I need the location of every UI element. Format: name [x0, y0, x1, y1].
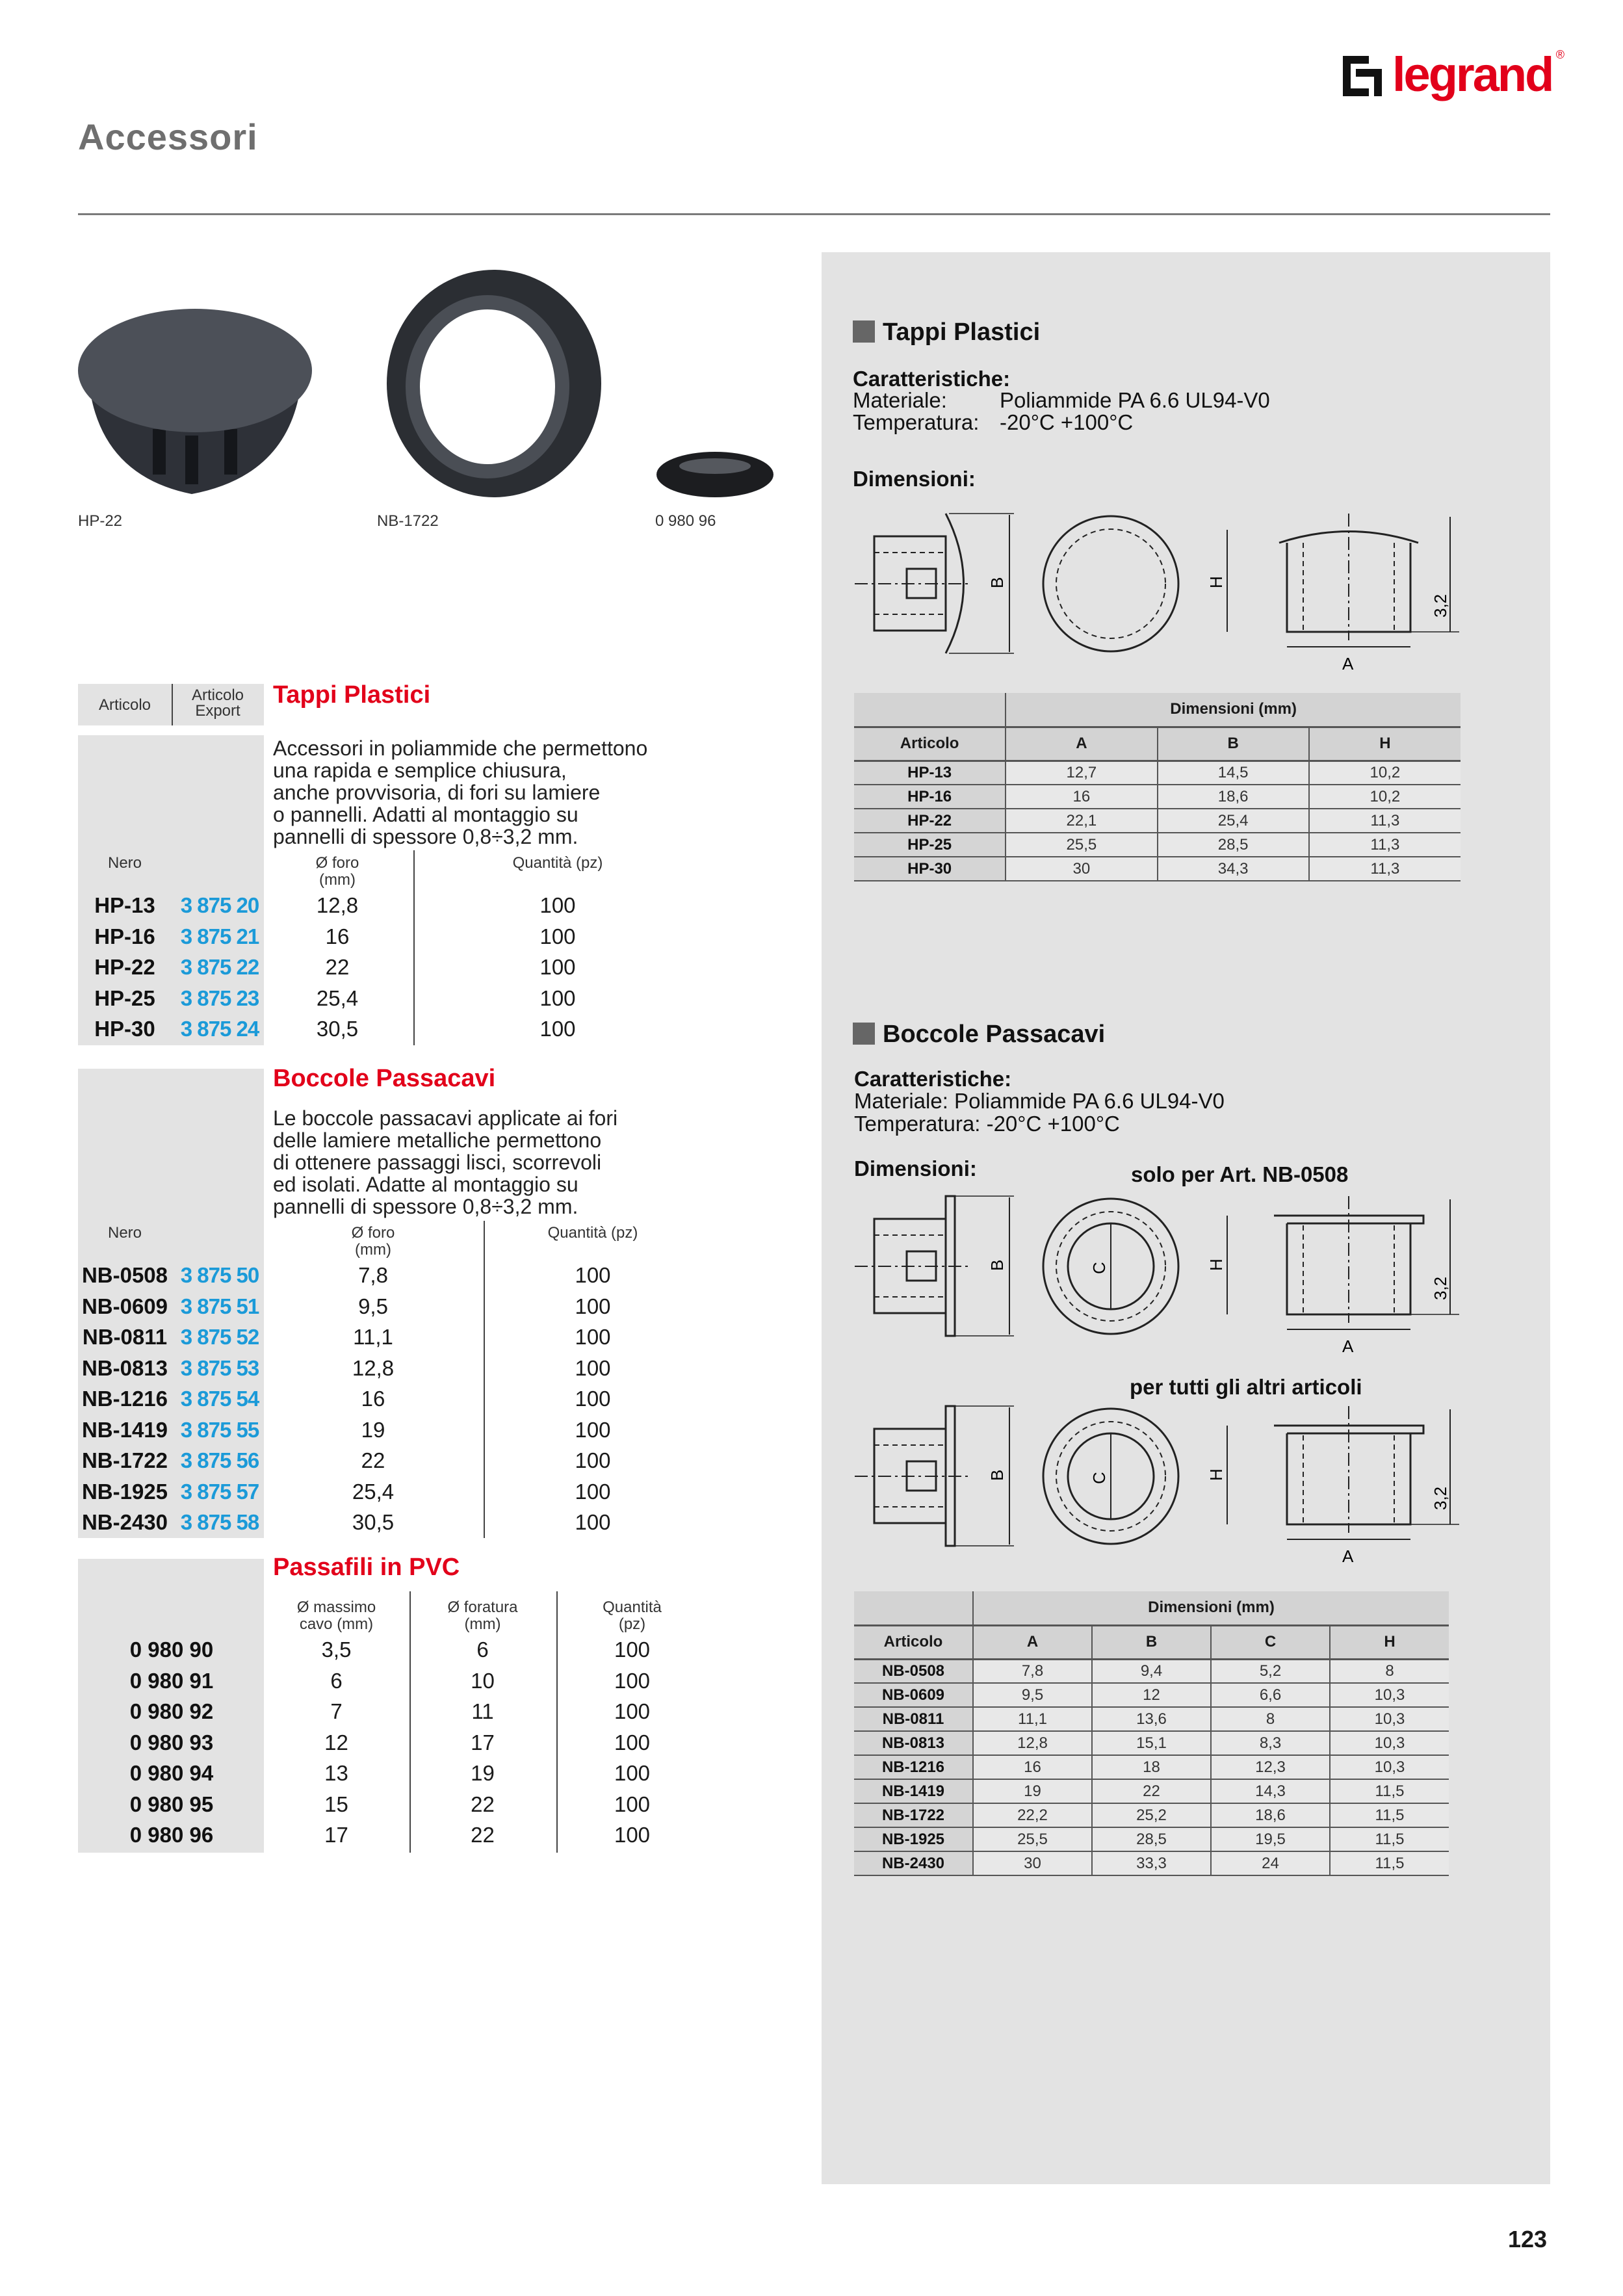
- row-qty: 100: [539, 985, 576, 1010]
- logo-text: legrand: [1392, 47, 1553, 101]
- table-col-header: A: [973, 1625, 1092, 1659]
- materiale-value: Poliammide PA 6.6 UL94-V0: [1000, 388, 1270, 412]
- temp-value: -20°C +100°C: [1000, 410, 1134, 434]
- row-foratura: 17: [471, 1730, 495, 1755]
- temp-label: Temperatura:: [853, 410, 980, 434]
- page-title: Accessori: [78, 116, 258, 157]
- materiale-value: Materiale: Poliammide PA 6.6 UL94-V0: [854, 1089, 1225, 1113]
- desc-line: pannelli di spessore 0,8÷3,2 mm.: [273, 1195, 578, 1218]
- table-cell: 28,5: [1158, 833, 1309, 857]
- table-cell: NB-0813: [854, 1731, 973, 1755]
- row-qty: 100: [575, 1387, 611, 1411]
- label-h: H: [1206, 1259, 1226, 1271]
- table-cell: 15,1: [1092, 1731, 1211, 1755]
- row-export: 3 875 58: [180, 1510, 259, 1534]
- tappi-description: [273, 737, 647, 848]
- label-c: C: [1089, 1262, 1109, 1274]
- materiale-label: Materiale:: [853, 388, 947, 412]
- row-export: 3 875 50: [180, 1263, 259, 1287]
- boccole-dimension-drawing: [845, 1400, 1469, 1569]
- row-qty: 100: [614, 1730, 651, 1755]
- desc-line: anche provvisoria, di fori su lamiere: [273, 781, 601, 804]
- square-bullet-icon: [853, 320, 875, 343]
- row-foro: 7,8: [358, 1263, 388, 1287]
- row-qty: 100: [575, 1263, 611, 1287]
- char-label: Caratteristiche:: [853, 367, 1011, 391]
- row-qty: 100: [575, 1479, 611, 1504]
- table-cell: HP-13: [854, 761, 1006, 785]
- row-qty: 100: [614, 1668, 651, 1693]
- row-code: NB-1216: [81, 1387, 168, 1411]
- row-code: NB-1419: [81, 1417, 168, 1442]
- table-cell: 11,1: [973, 1707, 1092, 1731]
- label-thickness: 3,2: [1431, 594, 1450, 618]
- row-foratura: 10: [471, 1668, 495, 1693]
- row-export: 3 875 52: [180, 1325, 259, 1349]
- row-code: NB-0609: [81, 1294, 168, 1318]
- row-qty: 100: [614, 1699, 651, 1723]
- table-cell: NB-1722: [854, 1803, 973, 1827]
- table-cell: 12: [1092, 1683, 1211, 1707]
- row-foro: 16: [325, 924, 350, 948]
- row-code: 0 980 91: [129, 1668, 214, 1693]
- table-corner: [854, 1591, 973, 1625]
- front-inner-circle: [1056, 529, 1165, 638]
- row-foro: 12,8: [316, 893, 359, 917]
- table-col-header: H: [1309, 727, 1461, 761]
- desc-line: pannelli di spessore 0,8÷3,2 mm.: [273, 825, 578, 848]
- nb-1722-product-image: [357, 254, 604, 501]
- row-cavo: 12: [324, 1730, 348, 1755]
- row-export: 3 875 53: [180, 1355, 259, 1380]
- panel-title-tappi: [853, 319, 1040, 346]
- row-foro: 16: [361, 1387, 385, 1411]
- table-col-header: B: [1158, 727, 1309, 761]
- table-cell: HP-25: [854, 833, 1006, 857]
- table-cell: NB-2430: [854, 1851, 973, 1875]
- table-cell: 34,3: [1158, 857, 1309, 881]
- label-a: A: [1342, 1546, 1354, 1566]
- divider: [484, 1221, 485, 1538]
- front-outer-circle: [1043, 516, 1178, 651]
- row-code: HP-13: [94, 893, 155, 917]
- row-qty: 100: [539, 1017, 576, 1041]
- label-h: H: [1206, 1468, 1226, 1481]
- row-cavo: 6: [330, 1668, 343, 1693]
- table-cell: 19: [973, 1779, 1092, 1803]
- table-cell: 25,5: [1006, 833, 1157, 857]
- table-row: [854, 1827, 1449, 1851]
- row-foratura: 19: [471, 1761, 495, 1785]
- table-cell: 22: [1092, 1779, 1211, 1803]
- section-title-passafili: Passafili in PVC: [273, 1554, 460, 1581]
- panel-title-boccole: [853, 1021, 1105, 1049]
- table-cell: NB-1925: [854, 1827, 973, 1851]
- table-row: [854, 1803, 1449, 1827]
- table-row: [854, 761, 1461, 785]
- table-group-header: Dimensioni (mm): [1006, 693, 1461, 727]
- table-cell: 12,3: [1211, 1755, 1330, 1779]
- row-foratura: 22: [471, 1823, 495, 1847]
- legrand-mark-icon: [1340, 53, 1386, 99]
- row-code: 0 980 95: [129, 1792, 214, 1816]
- table-col-header: H: [1330, 1625, 1449, 1659]
- row-code: HP-16: [94, 924, 155, 948]
- table-cell: 14,5: [1158, 761, 1309, 785]
- row-qty: 100: [575, 1355, 611, 1380]
- col-export: Articolo Export: [191, 686, 244, 720]
- row-foro: 30,5: [352, 1510, 395, 1534]
- row-code: 0 980 90: [129, 1637, 214, 1662]
- table-cell: 6,6: [1211, 1683, 1330, 1707]
- header-foro: [286, 855, 389, 889]
- row-qty: 100: [614, 1823, 651, 1847]
- grommet-product-image: [653, 445, 783, 504]
- row-export: 3 875 23: [180, 985, 259, 1010]
- row-export: 3 875 57: [180, 1479, 259, 1504]
- table-cell: NB-0508: [854, 1659, 973, 1683]
- nb0508-dimension-drawing: [845, 1190, 1469, 1359]
- color-label: Nero: [107, 854, 142, 872]
- table-cell: 9,4: [1092, 1659, 1211, 1683]
- column-header: [78, 684, 264, 725]
- product-caption: HP-22: [78, 512, 123, 530]
- table-cell: 18: [1092, 1755, 1211, 1779]
- desc-line: o pannelli. Adatti al montaggio su: [273, 803, 578, 826]
- row-foro: 22: [325, 955, 350, 979]
- table-cell: 10,3: [1330, 1707, 1449, 1731]
- header-foro-unit: (mm): [355, 1241, 391, 1259]
- header-cavo-unit: cavo (mm): [299, 1615, 374, 1633]
- table-cell: 18,6: [1158, 785, 1309, 809]
- table-cell: 10,2: [1309, 761, 1461, 785]
- table-col-header: A: [1006, 727, 1157, 761]
- panel-title-text: Tappi Plastici: [883, 319, 1041, 346]
- row-qty: 100: [575, 1510, 611, 1534]
- table-cell: 10,3: [1330, 1755, 1449, 1779]
- color-label: Nero: [107, 1224, 142, 1242]
- product-caption: 0 980 96: [655, 512, 716, 530]
- section-title-boccole: Boccole Passacavi: [273, 1065, 496, 1092]
- row-foro: 19: [361, 1417, 385, 1442]
- row-foro: 12,8: [352, 1355, 395, 1380]
- table-cell: 30: [1006, 857, 1157, 881]
- table-row: [854, 1851, 1449, 1875]
- table-row: [854, 1683, 1449, 1707]
- dim-label: Dimensioni:: [854, 1156, 977, 1181]
- row-qty: 100: [575, 1325, 611, 1349]
- row-cavo: 17: [324, 1823, 348, 1847]
- row-qty: 100: [575, 1417, 611, 1442]
- row-cavo: 7: [330, 1699, 343, 1723]
- boccole-description: [273, 1107, 617, 1218]
- row-export: 3 875 54: [180, 1387, 259, 1411]
- header-foratura-unit: (mm): [464, 1615, 501, 1633]
- table-cell: HP-22: [854, 809, 1006, 833]
- table-cell: HP-16: [854, 785, 1006, 809]
- row-code: NB-1925: [81, 1479, 168, 1504]
- table-cell: 22,1: [1006, 809, 1157, 833]
- subtitle-other: per tutti gli altri articoli: [1130, 1375, 1362, 1399]
- table-row: [854, 1731, 1449, 1755]
- row-code: 0 980 96: [129, 1823, 214, 1847]
- header-foro-unit: (mm): [319, 871, 356, 889]
- row-export: 3 875 56: [180, 1448, 259, 1472]
- table-group-header: Dimensioni (mm): [973, 1591, 1449, 1625]
- row-code: HP-30: [94, 1017, 155, 1041]
- table-cell: 16: [1006, 785, 1157, 809]
- row-foratura: 6: [476, 1637, 489, 1662]
- row-export: 3 875 21: [180, 924, 259, 948]
- label-thickness: 3,2: [1431, 1276, 1450, 1300]
- table-col-header: C: [1211, 1625, 1330, 1659]
- header-foratura-label: Ø foratura: [447, 1598, 518, 1616]
- temp-value: Temperatura: -20°C +100°C: [854, 1112, 1120, 1136]
- row-qty: 100: [614, 1792, 651, 1816]
- table-cell: 24: [1211, 1851, 1330, 1875]
- row-cavo: 3,5: [321, 1637, 352, 1662]
- row-code: 0 980 94: [129, 1761, 214, 1785]
- table-cell: NB-1216: [854, 1755, 973, 1779]
- row-foratura: 22: [471, 1792, 495, 1816]
- table-cell: 16: [973, 1755, 1092, 1779]
- header-cavo: [279, 1599, 393, 1633]
- row-code: NB-2430: [81, 1510, 168, 1534]
- table-cell: 33,3: [1092, 1851, 1211, 1875]
- header-foro-label: Ø foro: [315, 854, 359, 872]
- table-cell: 9,5: [973, 1683, 1092, 1707]
- table-cell: 11,5: [1330, 1803, 1449, 1827]
- legrand-logo: [1340, 46, 1565, 104]
- header-foro-label: Ø foro: [351, 1224, 395, 1242]
- divider: [172, 684, 173, 725]
- label-a: A: [1342, 1337, 1354, 1356]
- row-qty: 100: [614, 1761, 651, 1785]
- table-cell: 10,3: [1330, 1731, 1449, 1755]
- table-cell: 28,5: [1092, 1827, 1211, 1851]
- tappi-dimension-table: [854, 693, 1461, 881]
- table-col-header: B: [1092, 1625, 1211, 1659]
- row-export: 3 875 55: [180, 1417, 259, 1442]
- label-c: C: [1089, 1472, 1109, 1484]
- label-b: B: [987, 1469, 1007, 1481]
- tappi-dimension-drawing: [845, 507, 1469, 676]
- table-cell: 8: [1211, 1707, 1330, 1731]
- table-col-header: Articolo: [854, 1625, 973, 1659]
- label-h: H: [1206, 576, 1226, 588]
- row-cavo: 15: [324, 1792, 348, 1816]
- table-row: [854, 785, 1461, 809]
- table-row: [854, 1779, 1449, 1803]
- row-code: 0 980 93: [129, 1730, 214, 1755]
- table-cell: 30: [973, 1851, 1092, 1875]
- row-qty: 100: [614, 1637, 651, 1662]
- header-cavo-label: Ø massimo: [296, 1598, 376, 1616]
- header-qty: Quantità (pz): [547, 1224, 638, 1242]
- subtitle-nb0508: solo per Art. NB-0508: [1131, 1162, 1349, 1186]
- boccole-dimension-table: [854, 1591, 1449, 1876]
- desc-line: Accessori in poliammide che permettono: [273, 737, 648, 760]
- table-cell: 5,2: [1211, 1659, 1330, 1683]
- desc-line: di ottenere passaggi lisci, scorrevoli: [273, 1151, 602, 1174]
- row-foro: 25,4: [352, 1479, 395, 1504]
- table-cell: 8: [1330, 1659, 1449, 1683]
- row-qty: 100: [575, 1294, 611, 1318]
- desc-line: una rapida e semplice chiusura,: [273, 759, 567, 782]
- table-cell: NB-0609: [854, 1683, 973, 1707]
- divider: [556, 1591, 558, 1853]
- table-row: [854, 1707, 1449, 1731]
- row-qty: 100: [539, 955, 576, 979]
- header-foro: [322, 1225, 424, 1259]
- table-cell: 11,3: [1309, 833, 1461, 857]
- desc-line: Le boccole passacavi applicate ai fori: [273, 1106, 618, 1130]
- row-code: NB-1722: [81, 1448, 168, 1472]
- table-cell: 25,4: [1158, 809, 1309, 833]
- row-qty: 100: [539, 893, 576, 917]
- divider: [409, 1591, 411, 1853]
- row-code: HP-25: [94, 985, 155, 1010]
- desc-line: ed isolati. Adatte al montaggio su: [273, 1173, 578, 1196]
- row-foro: 30,5: [316, 1017, 359, 1041]
- table-cell: 22,2: [973, 1803, 1092, 1827]
- header-divider: [78, 213, 1550, 215]
- row-foro: 9,5: [358, 1294, 388, 1318]
- row-code: 0 980 92: [129, 1699, 214, 1723]
- header-qty: Quantità (pz): [512, 854, 603, 872]
- table-cell: 19,5: [1211, 1827, 1330, 1851]
- label-a: A: [1342, 654, 1354, 673]
- registered-mark: ®: [1555, 48, 1565, 61]
- row-qty: 100: [539, 924, 576, 948]
- page-number: 123: [1508, 2226, 1548, 2252]
- row-foro: 25,4: [316, 985, 359, 1010]
- table-cell: 10,3: [1330, 1683, 1449, 1707]
- row-export: 3 875 51: [180, 1294, 259, 1318]
- row-foro: 11,1: [353, 1325, 393, 1349]
- table-cell: 12,8: [973, 1731, 1092, 1755]
- table-cell: 11,3: [1309, 809, 1461, 833]
- header-qty-unit: (pz): [618, 1615, 646, 1633]
- label-b: B: [987, 577, 1007, 588]
- label-b: B: [987, 1259, 1007, 1271]
- table-cell: 25,5: [973, 1827, 1092, 1851]
- square-bullet-icon: [853, 1023, 875, 1045]
- row-export: 3 875 20: [180, 893, 259, 917]
- table-cell: 12,7: [1006, 761, 1157, 785]
- table-cell: 13,6: [1092, 1707, 1211, 1731]
- row-foro: 22: [361, 1448, 385, 1472]
- table-cell: 10,2: [1309, 785, 1461, 809]
- table-row: [854, 809, 1461, 833]
- product-caption: NB-1722: [377, 512, 439, 530]
- table-cell: NB-1419: [854, 1779, 973, 1803]
- row-qty: 100: [575, 1448, 611, 1472]
- table-cell: 11,5: [1330, 1827, 1449, 1851]
- row-foratura: 11: [471, 1699, 494, 1723]
- table-cell: 11,3: [1309, 857, 1461, 881]
- header-qty-label: Quantità: [603, 1598, 662, 1616]
- header-foratura: [426, 1599, 539, 1633]
- table-row: [854, 1659, 1449, 1683]
- row-code: NB-0508: [81, 1263, 168, 1287]
- table-row: [854, 1755, 1449, 1779]
- row-code: NB-0811: [82, 1325, 168, 1349]
- table-corner: [854, 693, 1006, 727]
- row-code: NB-0813: [81, 1355, 168, 1380]
- panel-title-text: Boccole Passacavi: [883, 1021, 1106, 1048]
- table-cell: 18,6: [1211, 1803, 1330, 1827]
- table-cell: NB-0811: [854, 1707, 973, 1731]
- row-export: 3 875 24: [180, 1017, 259, 1041]
- table-col-header: Articolo: [854, 727, 1006, 761]
- table-cell: 7,8: [973, 1659, 1092, 1683]
- table-cell: 14,3: [1211, 1779, 1330, 1803]
- table-cell: HP-30: [854, 857, 1006, 881]
- table-cell: 8,3: [1211, 1731, 1330, 1755]
- table-row: [854, 857, 1461, 881]
- divider: [413, 850, 415, 1045]
- desc-line: delle lamiere metalliche permettono: [273, 1128, 602, 1152]
- dim-label: Dimensioni:: [853, 467, 976, 491]
- row-code: HP-22: [94, 955, 155, 979]
- table-cell: 11,5: [1330, 1779, 1449, 1803]
- row-export: 3 875 22: [180, 955, 259, 979]
- char-label: Caratteristiche:: [854, 1067, 1012, 1091]
- label-thickness: 3,2: [1431, 1486, 1450, 1510]
- header-qty: [575, 1599, 689, 1633]
- hp-22-product-image: [75, 299, 322, 507]
- col-articolo: Articolo: [98, 696, 151, 714]
- table-row: [854, 833, 1461, 857]
- row-cavo: 13: [324, 1761, 348, 1785]
- table-cell: 25,2: [1092, 1803, 1211, 1827]
- table-cell: 11,5: [1330, 1851, 1449, 1875]
- section-title-tappi: Tappi Plastici: [273, 681, 431, 709]
